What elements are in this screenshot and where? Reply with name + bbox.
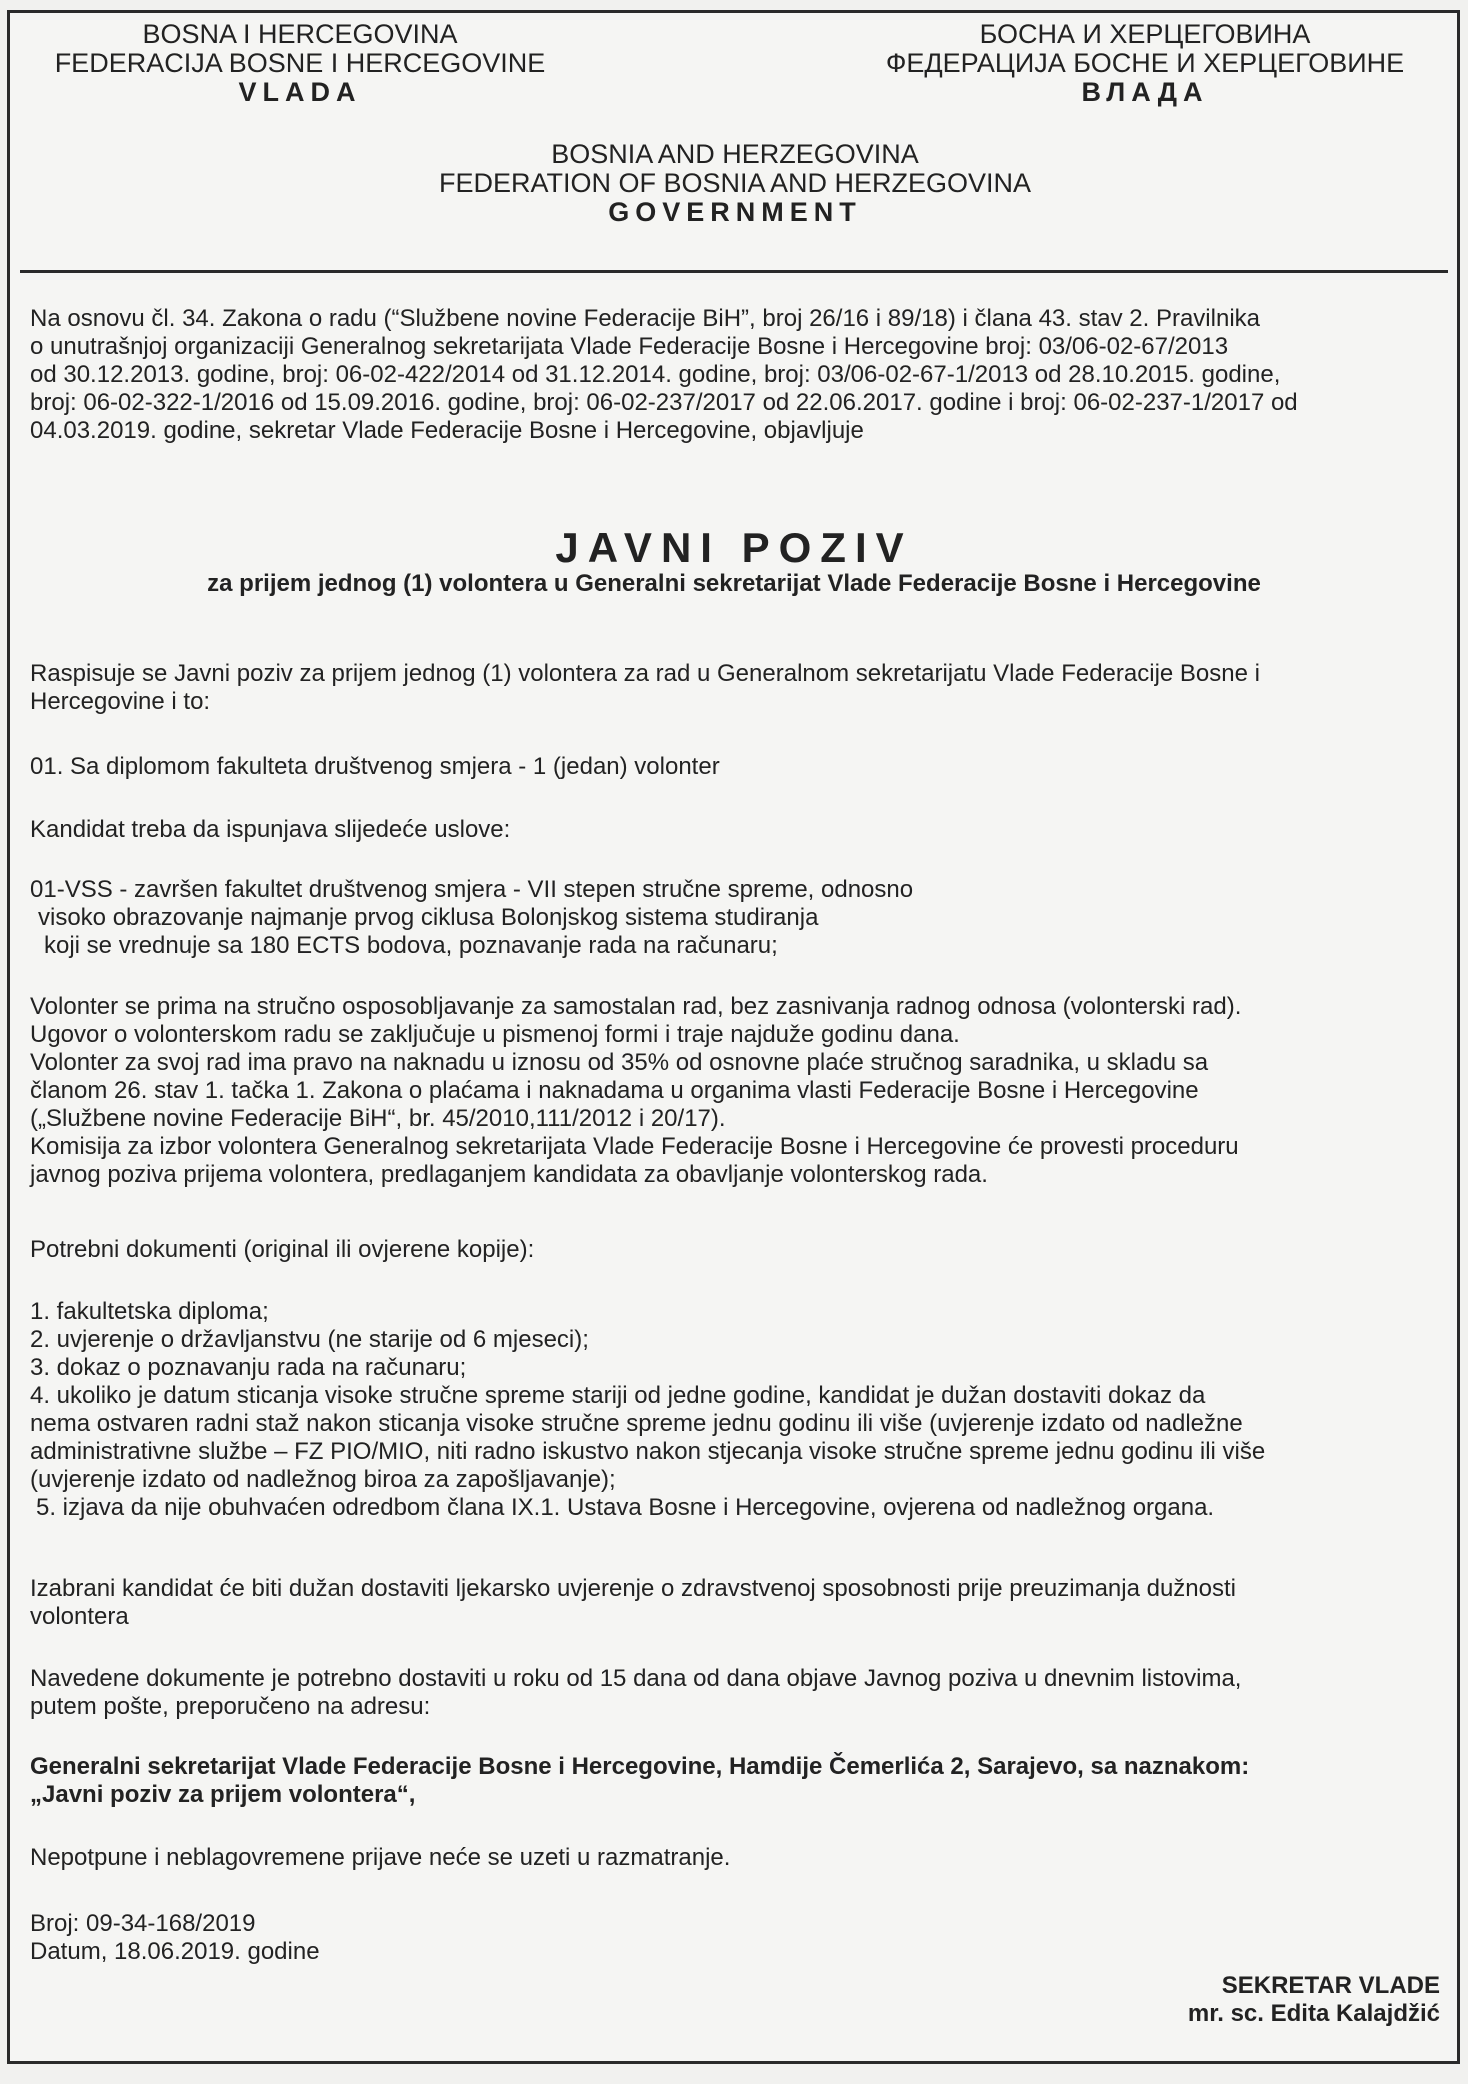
terms-line: („Službene novine Federacije BiH“, br. 45/2010,111/2012 i 20/17).	[30, 1105, 726, 1132]
condition-line: visoko obrazovanje najmanje prvog ciklusa Bolonjskog sistema studiranja	[38, 904, 819, 931]
header-latin-government: VLADA	[238, 77, 362, 107]
document-item: 1. fakultetska diploma;	[30, 1298, 269, 1325]
position-text: 01. Sa diplomom fakulteta društvenog smjera - 1 (jedan) volonter	[30, 753, 720, 780]
document-item: 5. izjava da nije obuhvaćen odredbom člana IX.1. Ustava Bosne i Hercegovine, ovjerena od nadležnog organa.	[36, 1494, 1215, 1521]
header-cyrillic-country: БОСНА И ХЕРЦЕГОВИНА	[979, 19, 1311, 49]
incomplete-note-text: Nepotpune i neblagovremene prijave neće se uzeti u razmatranje.	[30, 1844, 731, 1871]
intro-line: broj: 06-02-322-1/2016 od 15.09.2016. godine, broj: 06-02-237/2017 od 22.06.2017. godine i broj: 06-02-237-1/2017 od	[30, 389, 1298, 416]
terms-line: članom 26. stav 1. tačka 1. Zakona o plaćama i naknadama u organima vlasti Federacije Bosne i Hercegovine	[30, 1077, 1199, 1104]
terms-line: Ugovor o volonterskom radu se zaključuje u pismenoj formi i traje najduže godinu dana.	[30, 1021, 960, 1048]
medical-line: volontera	[30, 1603, 129, 1630]
submission-paragraph	[30, 1665, 1448, 1721]
intro-line: o unutrašnjoj organizaciji Generalnog sekretarijata Vlade Federacije Bosne i Hercegovine broj: 03/06-02-67/2013	[30, 333, 1229, 360]
header-divider	[20, 270, 1448, 273]
conditions-heading-text: Kandidat treba da ispunjava slijedeće uslove:	[30, 816, 511, 843]
header-english	[370, 140, 1100, 227]
document-subtitle: za prijem jednog (1) volontera u Generalni sekretarijat Vlade Federacije Bosne i Hercegovine	[207, 570, 1261, 597]
document-item: 2. uvjerenje o državljanstvu (ne starije od 6 mjeseci);	[30, 1326, 589, 1353]
header-latin-country: BOSNA I HERCEGOVINA	[142, 19, 458, 49]
document-title: JAVNI POZIV	[555, 524, 913, 571]
document-item: (uvjerenje izdato od nadležnog biroa za zapošljavanje);	[30, 1466, 616, 1493]
address-block	[30, 1753, 1448, 1809]
conditions-list	[30, 876, 1448, 960]
intro-line: od 30.12.2013. godine, broj: 06-02-422/2014 od 31.12.2014. godine, broj: 03/06-02-67-1/2013 od 28.10.2015. godine,	[30, 361, 1281, 388]
intro-line: 04.03.2019. godine, sekretar Vlade Federacije Bosne i Hercegovine, objavljuje	[30, 417, 864, 444]
document-item: nema ostvaren radni staž nakon sticanja visoke stručne spreme jednu godinu ili više (uvjerenje izdato od nadležne	[30, 1410, 1243, 1437]
header-english-federation: FEDERATION OF BOSNIA AND HERZEGOVINA	[438, 168, 1032, 198]
announcement-line: Hercegovine i to:	[30, 688, 211, 715]
announcement-paragraph	[30, 660, 1448, 716]
submission-line: Navedene dokumente je potrebno dostaviti u roku od 15 dana od dana objave Javnog poziva u dnevnim listovima,	[30, 1665, 1242, 1692]
header-latin-federation: FEDERACIJA BOSNE I HERCEGOVINE	[54, 48, 546, 78]
documents-heading-text: Potrebni dokumenti (original ili ovjerene kopije):	[30, 1236, 535, 1263]
terms-line: javnog poziva prijema volontera, predlaganjem kandidata za obavljanje volonterskog rada.	[30, 1161, 988, 1188]
medical-paragraph	[30, 1575, 1448, 1631]
conditions-heading	[30, 816, 1448, 844]
terms-line: Volonter za svoj rad ima pravo na naknadu u iznosu od 35% od osnovne plaće stručnog saradnika, u skladu sa	[30, 1049, 1209, 1076]
header-english-country: BOSNIA AND HERZEGOVINA	[551, 139, 919, 169]
condition-line: koji se vrednuje sa 180 ECTS bodova, poznavanje rada na računaru;	[44, 932, 778, 959]
submission-line: putem pošte, preporučeno na adresu:	[30, 1693, 431, 1720]
address-line: „Javni poziv za prijem volontera“,	[30, 1781, 416, 1808]
document-item: 4. ukoliko je datum sticanja visoke stručne spreme stariji od jedne godine, kandidat je dužan dostaviti dokaz da	[30, 1382, 1206, 1409]
signature-block	[1188, 1972, 1440, 2028]
intro-paragraph	[30, 305, 1448, 445]
condition-line: 01-VSS - završen fakultet društvenog smjera - VII stepen stručne spreme, odnosno	[30, 876, 914, 903]
terms-paragraph	[30, 993, 1448, 1189]
reference-date: Datum, 18.06.2019. godine	[30, 1938, 320, 1965]
header-latin	[20, 20, 580, 107]
address-line: Generalni sekretarijat Vlade Federacije Bosne i Hercegovine, Hamdije Čemerlića 2, Sarajevo, sa naznakom:	[30, 1753, 1250, 1780]
documents-heading	[30, 1236, 1448, 1264]
document-item: 3. dokaz o poznavanju rada na računaru;	[30, 1354, 467, 1381]
header-cyrillic-government: ВЛАДА	[1081, 77, 1209, 107]
signature-role: SEKRETAR VLADE	[1221, 1972, 1440, 1999]
terms-line: Komisija za izbor volontera Generalnog sekretarijata Vlade Federacije Bosne i Hercegovine će provesti proceduru	[30, 1133, 1239, 1160]
terms-line: Volonter se prima na stručno osposobljavanje za samostalan rad, bez zasnivanja radnog odnosa (volonterski rad).	[30, 993, 1242, 1020]
reference-block	[30, 1910, 1448, 1966]
documents-list	[30, 1298, 1448, 1522]
reference-number: Broj: 09-34-168/2019	[30, 1910, 256, 1937]
document-item: administrativne službe – FZ PIO/MIO, niti radno iskustvo nakon stjecanja visoke stručne spreme jednu godinu ili više	[30, 1438, 1266, 1465]
header-english-government: GOVERNMENT	[608, 197, 862, 227]
announcement-line: Raspisuje se Javni poziv za prijem jednog (1) volontera za rad u Generalnom sekretarijatu Vlade Federacije Bosne i	[30, 660, 1260, 687]
medical-line: Izabrani kandidat će biti dužan dostaviti ljekarsko uvjerenje o zdravstvenoj sposobnosti prije preuzimanja dužnosti	[30, 1575, 1236, 1602]
incomplete-note	[30, 1844, 1448, 1872]
header-cyrillic	[840, 20, 1450, 107]
header-cyrillic-federation: ФЕДЕРАЦИЈА БОСНЕ И ХЕРЦЕГОВИНЕ	[885, 48, 1405, 78]
signature-name: mr. sc. Edita Kalajdžić	[1187, 2000, 1440, 2027]
position-line	[30, 753, 1448, 781]
intro-line: Na osnovu čl. 34. Zakona o radu (“Službene novine Federacije BiH”, broj 26/16 i 89/18) i člana 43. stav 2. Pravilnika	[30, 305, 1260, 332]
